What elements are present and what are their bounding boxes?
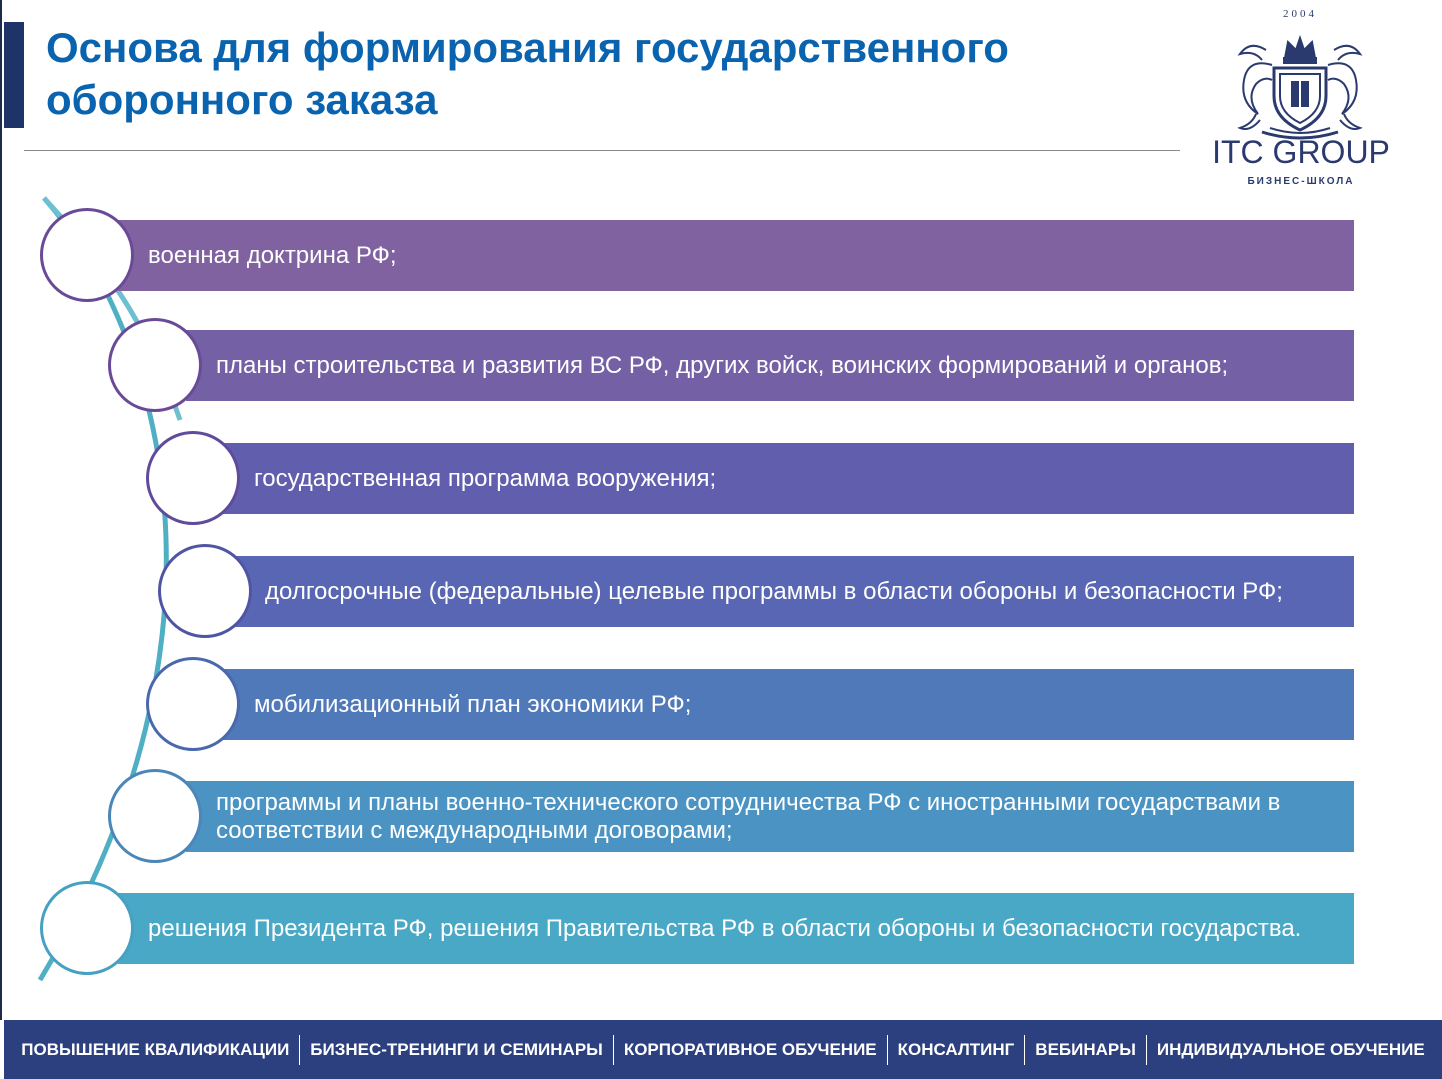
item-circle-4 xyxy=(158,544,252,638)
item-text-4: долгосрочные (федеральные) целевые программы в области обороны и безопасности РФ; xyxy=(265,577,1283,605)
logo-name: ITC GROUP xyxy=(1212,134,1390,170)
item-text-5: мобилизационный план экономики РФ; xyxy=(254,690,692,718)
item-bar-5 xyxy=(222,669,1354,740)
item-text-3: государственная программа вооружения; xyxy=(254,464,717,492)
item-circle-3 xyxy=(146,431,240,525)
item-text-7: решения Президента РФ, решения Правительства РФ в области обороны и безопасности государства. xyxy=(148,914,1302,942)
item-circle-7 xyxy=(40,881,134,975)
footer-item-webinars[interactable]: ВЕБИНАРЫ xyxy=(1035,1039,1136,1059)
item-bar-3 xyxy=(222,443,1354,514)
item-bar-4 xyxy=(232,556,1354,627)
item-bar-2 xyxy=(186,330,1354,401)
logo-year: 2004 xyxy=(1283,8,1317,20)
item-bar-1 xyxy=(118,220,1354,291)
footer-item-individual[interactable]: ИНДИВИДУАЛЬНОЕ ОБУЧЕНИЕ xyxy=(1156,1039,1425,1059)
footer-item-trainings[interactable]: БИЗНЕС-ТРЕНИНГИ И СЕМИНАРЫ xyxy=(310,1039,603,1059)
item-text-6: программы и планы военно-технического сотрудничества РФ с иностранными государствами в соответствии с международными договорами; xyxy=(216,788,1281,844)
footer-bar xyxy=(4,1020,1442,1079)
logo-subtitle: БИЗНЕС-ШКОЛА xyxy=(1247,176,1355,187)
item-circle-1 xyxy=(40,208,134,302)
item-bar-7 xyxy=(118,893,1354,964)
slide-title: Основа для формирования государственного оборонного заказа xyxy=(46,24,1009,123)
footer-item-qualification[interactable]: ПОВЫШЕНИЕ КВАЛИФИКАЦИИ xyxy=(21,1039,290,1059)
item-circle-6 xyxy=(108,769,202,863)
footer-item-consulting[interactable]: КОНСАЛТИНГ xyxy=(897,1039,1015,1059)
item-text-2: планы строительства и развития ВС РФ, других войск, воинских формирований и органов; xyxy=(216,351,1229,379)
item-circle-5 xyxy=(146,657,240,751)
item-circle-2 xyxy=(108,318,202,412)
item-bar-6 xyxy=(186,781,1354,852)
item-text-1: военная доктрина РФ; xyxy=(148,241,397,269)
footer-item-corporate[interactable]: КОРПОРАТИВНОЕ ОБУЧЕНИЕ xyxy=(623,1039,877,1059)
